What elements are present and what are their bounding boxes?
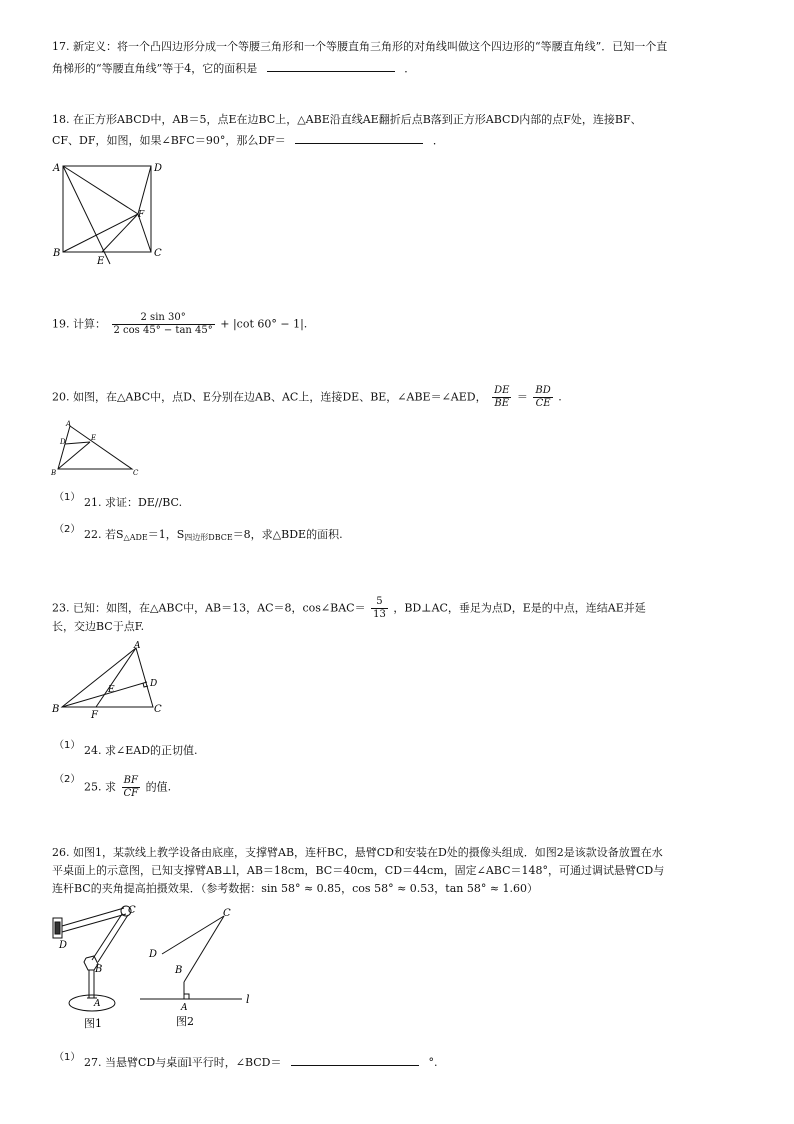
q18-answer-blank — [295, 132, 423, 144]
q19-fraction — [112, 312, 215, 337]
q26-fig2-segment-cd — [162, 916, 224, 954]
q19-numerator: 2 sin 30° — [112, 312, 215, 325]
q18-label-f: F — [138, 210, 145, 220]
q23-line-af — [96, 648, 136, 707]
q26-number: 26. — [52, 846, 70, 859]
q25-prefix: 求 — [105, 780, 116, 794]
q20-label-e: E — [91, 434, 97, 442]
q20-label-c: C — [133, 469, 139, 477]
q27-text: 当悬臂CD与桌面l平行时，∠BCD＝ — [105, 1056, 282, 1069]
q26-figure-2-schematic — [138, 900, 268, 1034]
q25-suffix: 的值. — [145, 780, 172, 794]
q20-fraction-1 — [492, 385, 511, 410]
q17-end: ． — [404, 62, 416, 75]
q20-line-de — [65, 442, 90, 444]
q25-number: 25. — [84, 780, 102, 794]
q18-label-c: C — [154, 248, 162, 259]
q24-text: 求∠EAD的正切值. — [105, 744, 198, 757]
q26-fig2-label-b: B — [175, 965, 183, 976]
q20-label-d: D — [60, 438, 66, 446]
q23-text-c: 长，交边BC于点F. — [52, 620, 145, 633]
q22-sub-b: 四边形DBCE — [184, 533, 233, 542]
q23-label-d: D — [150, 679, 158, 689]
q25-line — [84, 775, 171, 800]
q27-line — [84, 1054, 438, 1070]
q23-label-e: E — [108, 685, 115, 695]
q26-text-c: 连杆BC的夹角提高拍摄效果．（参考数据：sin 58° ≈ 0.85，cos 58° ≈ 0.53，tan 58° ≈ 1.60） — [52, 882, 539, 895]
q21-part-mark: （1） — [54, 492, 81, 503]
q25-fraction — [122, 775, 141, 800]
q26-text-b: 平桌面上的示意图，已知支撑臂AB⊥l，AB＝18cm，BC＝40cm，CD＝44cm，固定∠ABC＝148°，可通过调试悬臂CD与 — [52, 864, 665, 877]
q18-line-2 — [52, 132, 444, 148]
q18-line-ef — [102, 214, 138, 252]
q23-label-c: C — [154, 704, 162, 715]
q26-fig1-rod-bc-left — [92, 914, 122, 960]
q17-answer-blank — [267, 60, 395, 72]
q23-frac-numerator: 5 — [371, 596, 388, 609]
q22-text-c: ＝8，求△BDE的面积. — [232, 528, 343, 541]
q23-fraction — [371, 596, 388, 621]
q20-number: 20. — [52, 390, 70, 404]
q22-line — [84, 528, 343, 545]
q18-line-1 — [52, 113, 642, 127]
q24-number: 24. — [84, 744, 102, 757]
q26-fig2-caption: 图2 — [176, 1015, 194, 1028]
q17-line-1 — [52, 40, 667, 54]
q18-line-bf — [63, 214, 138, 252]
q19-suffix: + |cot 60° − 1|. — [220, 317, 308, 331]
q21-line — [84, 496, 182, 510]
q17-text-b: 角梯形的“等腰直角线”等于4，它的面积是 — [52, 62, 258, 75]
q23-line-2 — [52, 620, 144, 634]
q22-text-b: ＝1，S — [147, 528, 185, 541]
q23-label-b: B — [52, 704, 60, 715]
q20-label-a: A — [66, 420, 72, 428]
q25-part-mark: （2） — [54, 774, 81, 785]
q19-line — [52, 312, 307, 337]
q22-number: 22. — [84, 528, 102, 541]
q26-fig1-rod-bc-right — [98, 915, 128, 962]
q26-fig2-label-l: l — [246, 993, 250, 1006]
q26-text-a: 如图1，某款线上教学设备由底座，支撑臂AB，连杆BC，悬臂CD和安装在D处的摄像头组成．如图2是该款设备放置在水 — [73, 846, 663, 859]
q19-denominator: 2 cos 45° − tan 45° — [113, 325, 213, 336]
q18-text-a: 在正方形ABCD中，AB＝5，点E在边BC上，△ABE沿直线AE翻折后点B落到正方形ABCD内部的点F处，连接BF、 — [73, 113, 642, 126]
q23-text-b: ，BD⊥AC，垂足为点D，E是的中点，连结AE并延 — [393, 601, 646, 615]
q26-line-1 — [52, 846, 663, 860]
q27-part-mark: （1） — [54, 1052, 81, 1063]
q20-equals: ＝ — [516, 390, 528, 404]
q20-label-b: B — [51, 469, 57, 477]
q20-line — [52, 385, 562, 410]
q23-text-a: 已知：如图，在△ABC中，AB＝13，AC＝8，cos∠BAC＝ — [73, 601, 366, 615]
q26-fig2-segment-bc — [184, 916, 224, 982]
q26-fig2-label-c: C — [223, 908, 231, 919]
q26-fig2-label-d: D — [149, 949, 158, 960]
q26-figure-1-device — [50, 900, 142, 1034]
q18-text-b: CF、DF，如图，如果∠BFC＝90°，那么DF＝ — [52, 134, 286, 147]
q23-label-f: F — [91, 710, 98, 721]
q26-fig1-caption: 图1 — [84, 1017, 102, 1030]
q17-number: 17. — [52, 40, 70, 53]
q22-sub-a: △ADE — [123, 533, 148, 542]
q22-text-a: 若S — [105, 528, 124, 541]
q23-line-1 — [52, 596, 646, 621]
q17-line-2 — [52, 60, 415, 76]
q27-answer-blank — [291, 1054, 419, 1066]
q17-text-a: 新定义：将一个凸四边形分成一个等腰三角形和一个等腰直角三角形的对角线叫做这个四边形的“等腰直角线”．已知一个直 — [73, 40, 668, 53]
q23-frac-denominator: 13 — [373, 609, 386, 620]
q27-end: °. — [428, 1056, 438, 1069]
q22-part-mark: （2） — [54, 524, 81, 535]
q18-label-d: D — [154, 163, 163, 174]
q26-fig1-label-c: C — [128, 905, 136, 916]
q20-triangle-abc — [58, 426, 132, 469]
q19-prefix: 计算： — [73, 317, 106, 331]
q18-line-df — [138, 166, 151, 214]
q20-frac1-denominator: BE — [494, 398, 510, 409]
q23-label-a: A — [134, 641, 141, 651]
q20-end: . — [558, 390, 562, 404]
q24-part-mark: （1） — [54, 740, 81, 751]
q23-right-angle — [143, 683, 148, 687]
q18-label-b: B — [53, 248, 61, 259]
q18-square — [63, 166, 151, 252]
q25-frac-denominator: CF — [123, 788, 139, 799]
q21-number: 21. — [84, 496, 102, 509]
q20-line-be — [58, 442, 90, 469]
q18-label-e: E — [97, 256, 105, 267]
q18-end: ． — [432, 134, 444, 147]
q18-label-a: A — [53, 163, 61, 174]
q26-fig1-base — [69, 995, 115, 1011]
q27-number: 27. — [84, 1056, 102, 1069]
q20-fraction-2 — [533, 385, 552, 410]
q23-triangle-figure — [50, 640, 170, 722]
q20-frac2-numerator: BD — [535, 385, 551, 396]
q20-triangle-figure — [50, 420, 144, 478]
q18-square-figure — [50, 156, 170, 270]
q19-number: 19. — [52, 317, 70, 331]
q21-text: 求证：DE//BC. — [105, 496, 183, 509]
q18-number: 18. — [52, 113, 70, 126]
q26-fig1-label-d: D — [59, 940, 68, 951]
q26-line-2 — [52, 864, 664, 878]
q26-fig1-label-a: A — [94, 999, 101, 1009]
q25-frac-numerator: BF — [122, 775, 141, 788]
q26-fig1-label-b: B — [95, 964, 103, 975]
q23-number: 23. — [52, 601, 70, 615]
q23-triangle-abc — [62, 648, 153, 707]
q20-frac1-numerator: DE — [494, 385, 510, 396]
q20-text: 如图，在△ABC中，点D、E分别在边AB、AC上，连接DE、BE，∠ABE＝∠AED， — [73, 390, 487, 404]
q24-line — [84, 744, 198, 758]
q20-frac2-denominator: CE — [535, 398, 551, 409]
q26-fig2-right-angle — [184, 994, 189, 999]
q26-fig2-label-a: A — [181, 1003, 188, 1013]
q26-line-3 — [52, 882, 538, 896]
